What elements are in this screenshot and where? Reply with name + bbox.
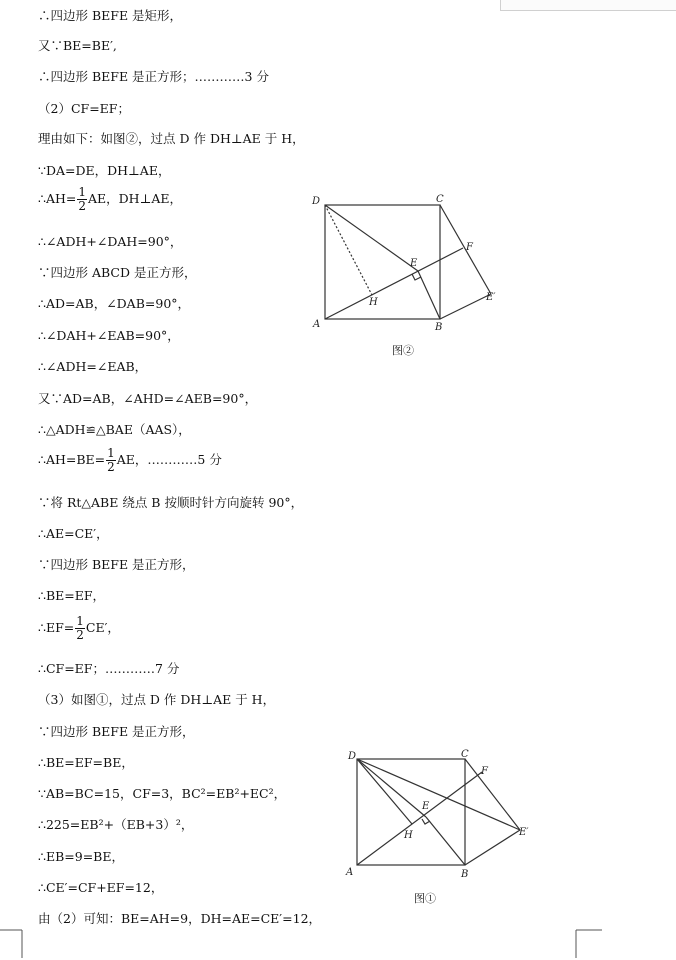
text-line: ∴BE=EF=BE， (38, 755, 134, 770)
text-line (38, 615, 120, 642)
crop-mark-left (0, 925, 24, 960)
label-e-prime: E′ (519, 827, 529, 838)
line-prefix: ∴AH=BE= (38, 452, 106, 467)
fraction-numerator: 1 (78, 185, 86, 199)
crop-mark-right (574, 925, 604, 960)
fraction-denominator: 2 (78, 199, 86, 213)
text-line: ∴四边形 BEFE 是正方形；…………3 分 (38, 69, 269, 84)
line-suffix: AE，DH⊥AE， (88, 191, 182, 206)
text-line: （3）如图①，过点 D 作 DH⊥AE 于 H， (38, 692, 276, 707)
fraction-denominator: 2 (76, 628, 84, 642)
top-right-frame (500, 0, 676, 11)
label-b: B (435, 322, 443, 333)
line-suffix: CE′， (85, 620, 120, 635)
label-h: H (369, 297, 378, 308)
label-e: E (410, 258, 418, 269)
figure-1-caption: 图① (414, 892, 436, 905)
label-f: F (481, 766, 488, 777)
fraction-denominator: 2 (107, 460, 115, 474)
text-line: ∴四边形 BEFE 是矩形， (38, 8, 183, 23)
fraction (77, 186, 87, 213)
text-line: 由（2）可知：BE=AH=9，DH=AE=CE′=12， (38, 911, 322, 926)
line-ae-extended (325, 248, 463, 319)
fraction-numerator: 1 (76, 614, 84, 628)
text-line: ∴CF=EF；…………7 分 (38, 661, 180, 676)
figure-2 (308, 190, 518, 360)
text-line: ∵AB=BC=15，CF=3，BC²=EB²+EC²， (38, 786, 287, 801)
square-abcd (357, 759, 465, 865)
text-line: ∵四边形 BEFE 是正方形， (38, 557, 195, 572)
label-a: A (313, 319, 321, 330)
square-abcd (325, 205, 440, 319)
label-e-prime: E′ (486, 292, 496, 303)
label-a: A (346, 867, 354, 878)
line-dh (325, 205, 372, 295)
label-h: H (404, 830, 413, 841)
text-line (38, 447, 222, 474)
line-prefix: ∴EF= (38, 620, 75, 635)
line-be-prime (465, 830, 520, 865)
text-line: ∴BE=EF， (38, 588, 106, 603)
text-line: ∴△ADH≌△BAE（AAS）， (38, 422, 191, 437)
figure-1 (342, 745, 542, 890)
line-be (426, 817, 465, 865)
label-e: E (422, 801, 430, 812)
figure-2-caption: 图② (392, 344, 414, 357)
text-line: ∴∠ADH=∠EAB， (38, 359, 148, 374)
label-d: D (348, 751, 357, 762)
text-line: ∵DA=DE，DH⊥AE， (38, 163, 171, 178)
line-de (325, 205, 418, 271)
label-c: C (436, 194, 444, 205)
line-de (357, 759, 426, 817)
line-ce-prime (465, 759, 520, 830)
text-line: ∴AE=CE′， (38, 526, 109, 541)
text-line: ∴AD=AB，∠DAB=90°， (38, 296, 191, 311)
text-line: ∵四边形 BEFE 是正方形， (38, 724, 195, 739)
label-c: C (461, 749, 469, 760)
text-line: 又∵BE=BE′, (38, 38, 117, 53)
line-be (418, 271, 440, 319)
label-d: D (312, 196, 321, 207)
label-b: B (461, 869, 469, 880)
line-suffix: AE，…………5 分 (116, 452, 222, 467)
text-line: ∵四边形 ABCD 是正方形， (38, 265, 197, 280)
fraction (75, 615, 85, 642)
text-line: ∴EB=9=BE， (38, 849, 124, 864)
line-be-prime (440, 294, 491, 319)
text-line: ∴CE′=CF+EF=12， (38, 880, 164, 895)
text-line: ∵将 Rt△ABE 绕点 B 按顺时针方向旋转 90°， (38, 495, 304, 510)
text-line: ∴∠DAH+∠EAB=90°， (38, 328, 180, 343)
text-line: ∴∠ADH+∠DAH=90°， (38, 234, 183, 249)
fraction-numerator: 1 (107, 446, 115, 460)
text-line (38, 186, 182, 213)
text-line: （2）CF=EF； (38, 101, 130, 116)
line-dh (357, 759, 412, 824)
line-prefix: ∴AH= (38, 191, 77, 206)
text-line: 理由如下：如图②，过点 D 作 DH⊥AE 于 H， (38, 131, 305, 146)
text-line: 又∵AD=AB，∠AHD=∠AEB=90°， (38, 391, 258, 406)
label-f: F (466, 242, 473, 253)
text-line: ∴225=EB²+（EB+3）²， (38, 817, 194, 832)
line-ae-prime (357, 759, 520, 830)
fraction (106, 447, 116, 474)
